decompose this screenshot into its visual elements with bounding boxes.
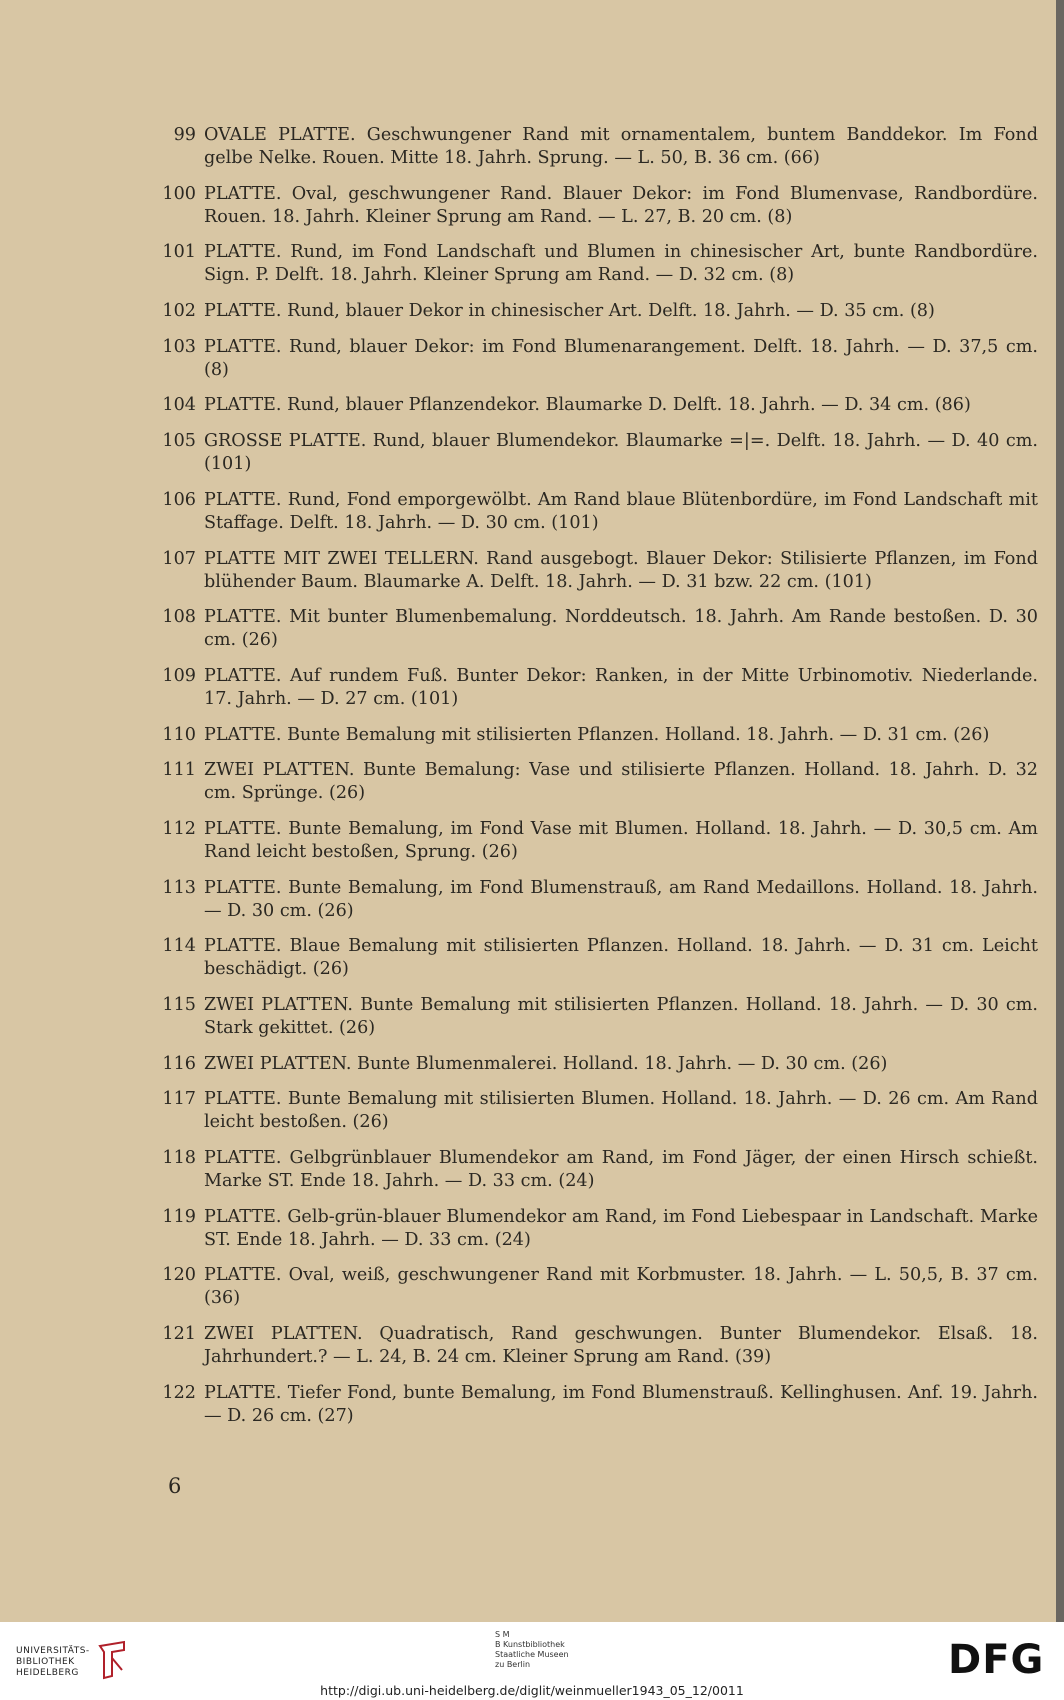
entry-description: PLATTE. Oval, geschwungener Rand. Blauer Dekor: im Fond Blumenvase, Randbordüre. Rouen. 18. Jahrh. Kleiner Sprung am Rand. — L. 27, B. 20 cm. (8) [204,183,1038,227]
entry-number: 103 [162,336,196,357]
catalog-entry [158,1382,1038,1428]
catalog-entry [158,877,1038,923]
entry-description: PLATTE. Rund, im Fond Landschaft und Blumen in chinesischer Art, bunte Randbordüre. Sign. P. Delft. 18. Jahrh. Kleiner Sprung am Rand. — D. 32 cm. (8) [204,242,1038,286]
entry-number: 113 [162,877,196,898]
catalog-entry [158,183,1038,229]
entry-description: PLATTE. Bunte Bemalung, im Fond Blumenstrauß, am Rand Medaillons. Holland. 18. Jahrh. — D. 30 cm. (26) [204,877,1038,921]
page-url[interactable]: http://digi.ub.uni-heidelberg.de/diglit/weinmueller1943_05_12/0011 [320,1683,744,1698]
entry-description: PLATTE. Blaue Bemalung mit stilisierten Pflanzen. Holland. 18. Jahrh. — D. 31 cm. Leicht beschädigt. (26) [204,936,1038,980]
catalog-entry [158,1323,1038,1369]
entry-description: PLATTE. Gelb-grün-blauer Blumendekor am Rand, im Fond Liebespaar in Landschaft. Marke ST. Ende 18. Jahrh. — D. 33 cm. (24) [204,1206,1038,1250]
catalog-entry [158,818,1038,864]
entry-number: 118 [162,1148,196,1169]
page-number: 6 [168,1474,182,1498]
entry-number: 108 [162,607,196,628]
entry-number: 122 [162,1382,196,1403]
library-emblem-icon[interactable] [96,1640,128,1680]
entry-description: PLATTE MIT ZWEI TELLERN. Rand ausgebogt. Blauer Dekor: Stilisierte Pflanzen, im Fond blühender Baum. Blaumarke A. Delft. 18. Jahrh. — D. 31 bzw. 22 cm. (101) [204,548,1038,592]
entry-number: 115 [162,995,196,1015]
entry-number: 106 [162,489,196,510]
entry-description: PLATTE. Oval, weiß, geschwungener Rand mit Korbmuster. 18. Jahrh. — L. 50,5, B. 37 cm. (36) [204,1265,1038,1309]
entry-number: 105 [162,431,196,452]
entry-description: PLATTE. Bunte Bemalung, im Fond Vase mit Blumen. Holland. 18. Jahrh. — D. 30,5 cm. Am Rand leicht bestoßen, Sprung. (26) [204,818,1038,862]
entry-description: PLATTE. Bunte Bemalung mit stilisierten Pflanzen. Holland. 18. Jahrh. — D. 31 cm. (26) [204,724,990,745]
entry-number: 114 [162,936,196,957]
entry-number: 110 [162,724,196,745]
catalog-entry [158,606,1038,652]
entry-description: PLATTE. Bunte Bemalung mit stilisierten Blumen. Holland. 18. Jahrh. — D. 26 cm. Am Rand leicht bestoßen. (26) [204,1089,1038,1133]
catalog-entry [158,1147,1038,1193]
catalog-entry [158,336,1038,382]
stamp-line: S M [495,1630,510,1639]
stamp-line: zu Berlin [495,1660,531,1669]
entry-description: PLATTE. Auf rundem Fuß. Bunter Dekor: Ranken, in der Mitte Urbinomotiv. Niederlande. 17. Jahrh. — D. 27 cm. (101) [204,665,1038,709]
entry-number: 119 [162,1206,196,1227]
entry-description: PLATTE. Gelbgrünblauer Blumendekor am Rand, im Fond Jäger, der einen Hirsch schießt. Marke ST. Ende 18. Jahrh. — D. 33 cm. (24) [204,1148,1038,1192]
entry-number: 102 [162,301,196,322]
entry-number: 104 [162,395,196,416]
entry-number: 107 [162,548,196,569]
catalog-entry [158,665,1038,711]
entry-description: GROSSE PLATTE. Rund, blauer Blumendekor. Blaumarke =|=. Delft. 18. Jahrh. — D. 40 cm. (101) [204,431,1038,475]
entry-description: ZWEI PLATTEN. Bunte Bemalung: Vase und stilisierte Pflanzen. Holland. 18. Jahrh. D. 32 cm. Sprünge. (26) [204,760,1038,804]
catalog-entry [158,241,1038,287]
entry-number: 101 [162,242,196,263]
catalog-entries [158,124,1038,1441]
catalog-entry [158,548,1038,594]
entry-number: 109 [162,665,196,686]
stamp-line: Staatliche Museen [495,1650,569,1659]
catalog-entry [158,759,1038,805]
entry-description: OVALE PLATTE. Geschwungener Rand mit ornamentalem, buntem Banddekor. Im Fond gelbe Nelke. Rouen. Mitte 18. Jahrh. Sprung. — L. 50, B. 36 cm. (66) [204,125,1038,168]
catalog-entry [158,300,1038,323]
catalog-entry [158,1053,1038,1076]
museum-stamp [495,1630,569,1670]
entry-description: ZWEI PLATTEN. Bunte Bemalung mit stilisierten Pflanzen. Holland. 18. Jahrh. — D. 30 cm. Stark gekittet. (26) [204,995,1038,1038]
entry-number: 100 [162,183,196,204]
entry-number: 116 [162,1053,196,1074]
university-library-logo-text[interactable] [16,1646,90,1679]
entry-number: 99 [173,125,196,145]
catalog-entry [158,430,1038,476]
catalog-entry [158,724,1038,747]
library-line: BIBLIOTHEK [16,1657,75,1667]
catalog-entry [158,124,1038,170]
entry-number: 111 [162,760,196,781]
entry-description: PLATTE. Tiefer Fond, bunte Bemalung, im Fond Blumenstrauß. Kellinghusen. Anf. 19. Jahrh. — D. 26 cm. (27) [204,1382,1038,1426]
entry-number: 112 [162,818,196,839]
library-line: UNIVERSITÄTS- [16,1646,90,1656]
stamp-line: B Kunstbibliothek [495,1640,565,1649]
entry-description: PLATTE. Rund, blauer Dekor: im Fond Blumenarangement. Delft. 18. Jahrh. — D. 37,5 cm. (8) [204,336,1038,380]
entry-description: PLATTE. Rund, Fond emporgewölbt. Am Rand blaue Blütenbordüre, im Fond Landschaft mit Staffage. Delft. 18. Jahrh. — D. 30 cm. (101) [204,489,1038,533]
entry-number: 120 [162,1265,196,1286]
entry-description: ZWEI PLATTEN. Bunte Blumenmalerei. Holland. 18. Jahrh. — D. 30 cm. (26) [204,1053,888,1074]
catalog-entry [158,1206,1038,1252]
catalog-entry [158,489,1038,535]
catalog-entry [158,1264,1038,1310]
dfg-logo[interactable]: DFG [948,1637,1045,1683]
entry-description: ZWEI PLATTEN. Quadratisch, Rand geschwungen. Bunter Blumendekor. Elsaß. 18. Jahrhundert.? — L. 24, B. 24 cm. Kleiner Sprung am Rand. (39) [204,1324,1038,1368]
catalog-entry [158,935,1038,981]
catalog-entry [158,1088,1038,1134]
entry-number: 121 [162,1324,196,1345]
entry-number: 117 [162,1089,196,1110]
catalog-entry [158,394,1038,417]
entry-description: PLATTE. Rund, blauer Pflanzendekor. Blaumarke D. Delft. 18. Jahrh. — D. 34 cm. (86) [204,395,971,416]
library-line: HEIDELBERG [16,1668,79,1678]
entry-description: PLATTE. Rund, blauer Dekor in chinesischer Art. Delft. 18. Jahrh. — D. 35 cm. (8) [204,301,935,322]
entry-description: PLATTE. Mit bunter Blumenbemalung. Norddeutsch. 18. Jahrh. Am Rande bestoßen. D. 30 cm. (26) [204,607,1038,651]
catalog-entry [158,994,1038,1040]
